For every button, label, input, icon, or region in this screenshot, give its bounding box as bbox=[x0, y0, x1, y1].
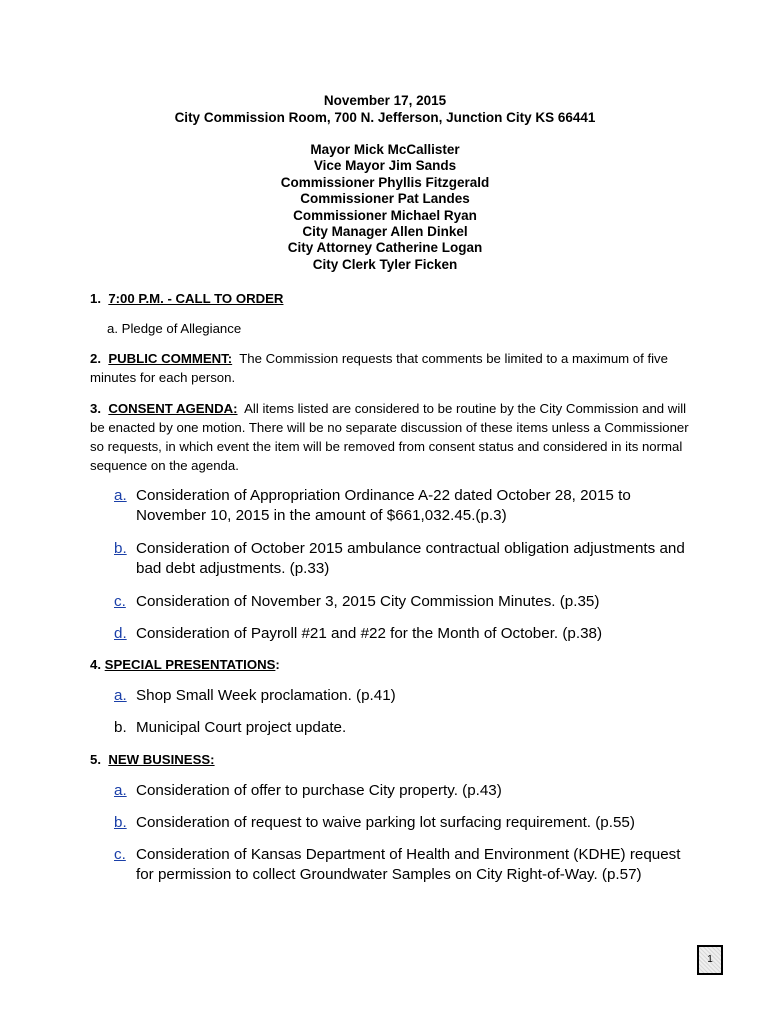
official-city-attorney: City Attorney Catherine Logan bbox=[287, 240, 483, 256]
list-item bbox=[114, 486, 714, 526]
list-item bbox=[114, 592, 714, 612]
section-text: All items listed are considered to be routine by the City Commission and will be enacted by one motion. There will be no separate discussion of these items unless a Commissioner so requests, in which event the item will be removed from consent status and considered in its normal sequence on the agenda. bbox=[90, 401, 689, 473]
section-number: 4. bbox=[90, 657, 101, 672]
list-item bbox=[114, 845, 714, 885]
page-number: 1 bbox=[707, 954, 713, 965]
official-city-manager: City Manager Allen Dinkel bbox=[302, 223, 468, 239]
list-item bbox=[114, 539, 714, 579]
list-item bbox=[114, 813, 714, 833]
page-number-box bbox=[697, 945, 723, 975]
official-commissioner: Commissioner Pat Landes bbox=[300, 191, 470, 207]
section-title: CONSENT AGENDA: bbox=[108, 401, 238, 416]
item-link[interactable]: a. bbox=[114, 687, 127, 704]
official-commissioner: Commissioner Phyllis Fitzgerald bbox=[280, 174, 490, 190]
item-link[interactable]: b. bbox=[114, 540, 127, 557]
official-city-clerk: City Clerk Tyler Ficken bbox=[312, 256, 458, 272]
item-letter: b. bbox=[114, 719, 127, 736]
section-number: 2. bbox=[90, 351, 101, 366]
official-mayor: Mayor Mick McCallister bbox=[310, 142, 460, 157]
official-commissioner: Commissioner Michael Ryan bbox=[293, 207, 477, 223]
officials-list bbox=[0, 142, 770, 273]
item-text: Consideration of Payroll #21 and #22 for the Month of October. (p.38) bbox=[136, 625, 603, 642]
pledge-item: a. Pledge of Allegiance bbox=[107, 321, 242, 336]
item-text: Consideration of November 3, 2015 City Commission Minutes. (p.35) bbox=[136, 593, 600, 610]
section-colon: : bbox=[275, 657, 280, 672]
list-item bbox=[114, 718, 714, 738]
item-text: Consideration of Appropriation Ordinance A-22 dated October 28, 2015 to November 10, 2015 in the amount of $661,032.45.(p.3) bbox=[136, 487, 631, 524]
section-title: SPECIAL PRESENTATIONS bbox=[104, 657, 276, 672]
item-link[interactable]: c. bbox=[114, 593, 126, 610]
section-number: 3. bbox=[90, 401, 101, 416]
item-text: Consideration of October 2015 ambulance contractual obligation adjustments and bad debt adjustments. (p.33) bbox=[136, 540, 685, 577]
list-item bbox=[114, 624, 714, 644]
section-number: 5. bbox=[90, 752, 101, 767]
section-new-business bbox=[90, 750, 690, 769]
item-text: Municipal Court project update. bbox=[136, 719, 347, 736]
item-text: Shop Small Week proclamation. (p.41) bbox=[136, 687, 396, 704]
meeting-date: November 17, 2015 bbox=[323, 93, 447, 108]
item-text: Consideration of offer to purchase City property. (p.43) bbox=[136, 782, 502, 799]
item-link[interactable]: d. bbox=[114, 625, 127, 642]
section-title: 7:00 P.M. - CALL TO ORDER bbox=[108, 291, 284, 306]
item-text: Consideration of Kansas Department of Health and Environment (KDHE) request for permission to collect Groundwater Samples on City Right-of-Way. (p.57) bbox=[136, 846, 681, 883]
section-special-presentations bbox=[90, 655, 690, 674]
official-vice-mayor: Vice Mayor Jim Sands bbox=[313, 158, 457, 174]
meeting-location: City Commission Room, 700 N. Jefferson, Junction City KS 66441 bbox=[174, 110, 596, 125]
section-title: PUBLIC COMMENT: bbox=[108, 351, 233, 366]
list-item bbox=[114, 781, 714, 801]
section-consent-agenda bbox=[90, 399, 690, 475]
item-text: Consideration of request to waive parking lot surfacing requirement. (p.55) bbox=[136, 814, 635, 831]
section-title: NEW BUSINESS: bbox=[108, 752, 215, 767]
section-text: The Commission requests that comments be limited to a maximum of five minutes for each person. bbox=[90, 351, 668, 385]
section-number: 1. bbox=[90, 291, 101, 306]
section-public-comment bbox=[90, 349, 690, 387]
item-link[interactable]: a. bbox=[114, 782, 127, 799]
item-link[interactable]: a. bbox=[114, 487, 127, 504]
item-link[interactable]: b. bbox=[114, 814, 127, 831]
item-link[interactable]: c. bbox=[114, 846, 126, 863]
section-call-to-order bbox=[90, 289, 690, 308]
list-item bbox=[114, 686, 714, 706]
